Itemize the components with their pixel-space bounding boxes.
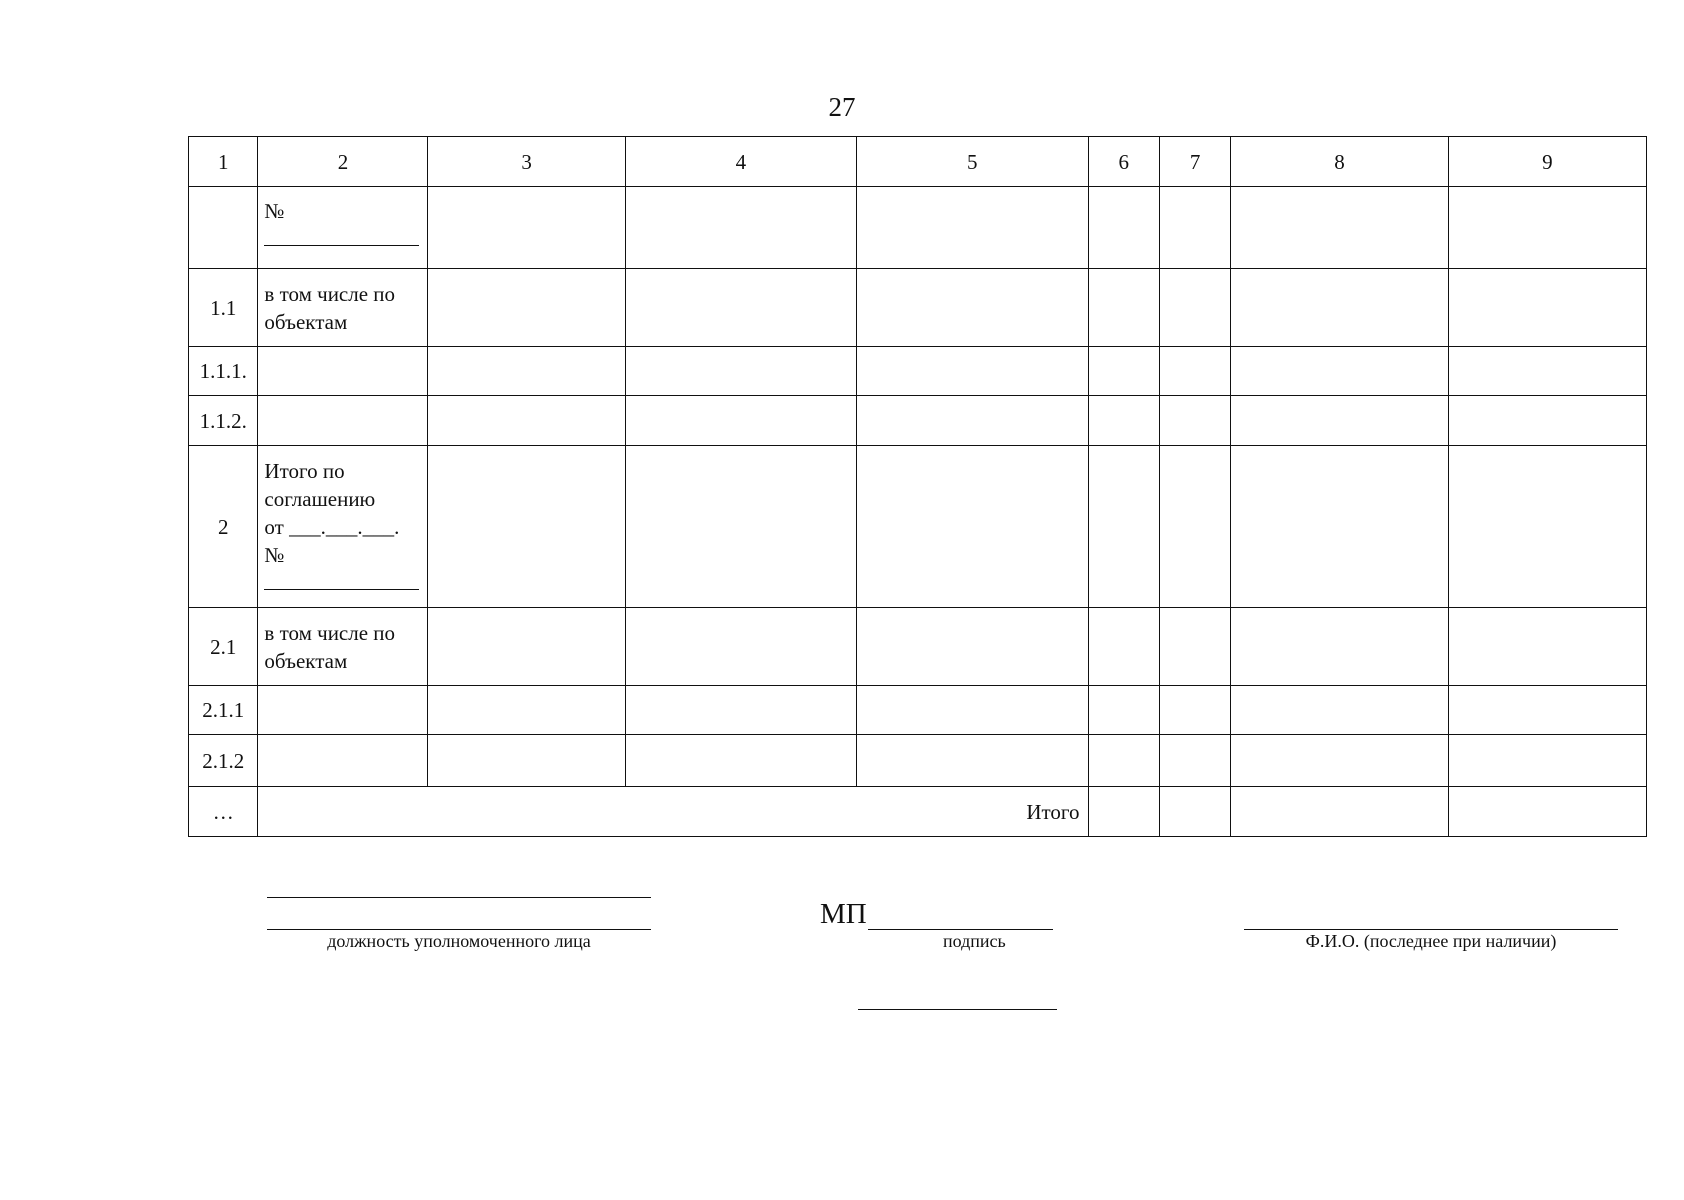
table-cell xyxy=(857,686,1088,735)
table-row xyxy=(189,269,1647,347)
table-cell xyxy=(857,269,1088,347)
table-cell xyxy=(1231,446,1448,608)
table-cell xyxy=(1159,187,1230,269)
col-header: 3 xyxy=(428,137,625,187)
col-header: 6 xyxy=(1088,137,1159,187)
row-description xyxy=(258,735,428,787)
table-row xyxy=(189,347,1647,396)
col-header: 9 xyxy=(1448,137,1646,187)
table-cell xyxy=(857,446,1088,608)
table-cell xyxy=(1159,735,1230,787)
number-blank-line xyxy=(264,229,419,246)
row-description xyxy=(258,686,428,735)
table-cell xyxy=(1088,608,1159,686)
name-line xyxy=(1244,929,1618,930)
date-line xyxy=(858,1009,1057,1010)
table-row xyxy=(189,608,1647,686)
col-header: 7 xyxy=(1159,137,1230,187)
table-cell xyxy=(857,735,1088,787)
report-table xyxy=(188,136,1647,837)
table-cell xyxy=(625,269,856,347)
col-header: 1 xyxy=(189,137,258,187)
table-cell xyxy=(1231,787,1448,837)
table-row xyxy=(189,735,1647,787)
col-header: 8 xyxy=(1231,137,1448,187)
table-cell xyxy=(1231,686,1448,735)
table-row xyxy=(189,446,1647,608)
table-cell xyxy=(1088,396,1159,446)
table-cell xyxy=(1159,396,1230,446)
table-cell xyxy=(1088,269,1159,347)
number-sign: № xyxy=(264,199,285,223)
total-label: Итого xyxy=(258,787,1088,837)
table-cell xyxy=(1231,187,1448,269)
table-cell xyxy=(1231,608,1448,686)
row-description: в том числе по объектам xyxy=(258,608,428,686)
table-cell xyxy=(1088,347,1159,396)
table-cell xyxy=(428,686,625,735)
table-row xyxy=(189,187,1647,269)
table-cell xyxy=(1159,269,1230,347)
table-cell xyxy=(1159,446,1230,608)
date-prefix: от xyxy=(264,514,284,539)
table-cell xyxy=(1231,396,1448,446)
table-cell xyxy=(428,735,625,787)
row-number: 1.1.1. xyxy=(189,347,258,396)
table-cell xyxy=(1159,686,1230,735)
table-cell xyxy=(1448,269,1646,347)
table-cell xyxy=(1448,787,1646,837)
stamp-label: МП xyxy=(820,898,867,930)
agreement-number-blank-line xyxy=(264,575,419,590)
header-row xyxy=(189,137,1647,187)
table-cell xyxy=(1448,686,1646,735)
page-number: 27 xyxy=(828,92,856,122)
table-cell xyxy=(625,735,856,787)
col-header: 2 xyxy=(258,137,428,187)
table-cell xyxy=(1448,187,1646,269)
table-cell xyxy=(1088,686,1159,735)
row-number: 2.1.1 xyxy=(189,686,258,735)
total-by-agreement-label: Итого по соглашению xyxy=(264,458,376,511)
row-number: 2.1.2 xyxy=(189,735,258,787)
table-cell xyxy=(1448,347,1646,396)
date-blank: ___.___.___. xyxy=(289,514,400,539)
total-row xyxy=(189,787,1647,837)
col-header: 5 xyxy=(857,137,1088,187)
table-cell xyxy=(1231,269,1448,347)
table-cell xyxy=(857,396,1088,446)
signature-line xyxy=(868,929,1053,930)
row-description xyxy=(258,187,428,269)
table-cell xyxy=(1231,735,1448,787)
table-cell xyxy=(1448,608,1646,686)
table-cell xyxy=(1231,347,1448,396)
row-number: 2 xyxy=(189,446,258,608)
table-cell xyxy=(1088,735,1159,787)
table-row xyxy=(189,396,1647,446)
table-cell xyxy=(428,347,625,396)
table-cell xyxy=(625,686,856,735)
table-cell xyxy=(428,446,625,608)
table-cell xyxy=(1159,787,1230,837)
col-header: 4 xyxy=(625,137,856,187)
table-cell xyxy=(428,269,625,347)
table-cell xyxy=(428,187,625,269)
position-caption: должность уполномоченного лица xyxy=(327,931,591,951)
table-cell xyxy=(857,347,1088,396)
row-number: … xyxy=(189,787,258,837)
row-number xyxy=(189,187,258,269)
table-cell xyxy=(1448,735,1646,787)
table-cell xyxy=(1088,787,1159,837)
table-cell xyxy=(1448,446,1646,608)
table-row xyxy=(189,686,1647,735)
row-description xyxy=(258,446,428,608)
position-line-1 xyxy=(267,897,651,898)
table-cell xyxy=(625,446,856,608)
table-cell xyxy=(625,347,856,396)
table-cell xyxy=(625,396,856,446)
row-number: 2.1 xyxy=(189,608,258,686)
table-cell xyxy=(1159,347,1230,396)
table-cell xyxy=(625,608,856,686)
table-cell xyxy=(625,187,856,269)
table-cell xyxy=(1159,608,1230,686)
position-line-2 xyxy=(267,929,651,930)
table-cell xyxy=(857,187,1088,269)
agreement-date-line xyxy=(264,513,421,541)
table-cell xyxy=(857,608,1088,686)
row-description xyxy=(258,347,428,396)
row-number: 1.1 xyxy=(189,269,258,347)
table-cell xyxy=(428,396,625,446)
row-description: в том числе по объектам xyxy=(258,269,428,347)
row-description xyxy=(258,396,428,446)
row-number: 1.1.2. xyxy=(189,396,258,446)
table-cell xyxy=(1088,187,1159,269)
table-cell xyxy=(1448,396,1646,446)
name-caption: Ф.И.О. (последнее при наличии) xyxy=(1305,931,1557,951)
signature-caption: подпись xyxy=(943,931,1006,951)
table-cell xyxy=(428,608,625,686)
agreement-number-sign: № xyxy=(264,542,285,567)
table-cell xyxy=(1088,446,1159,608)
